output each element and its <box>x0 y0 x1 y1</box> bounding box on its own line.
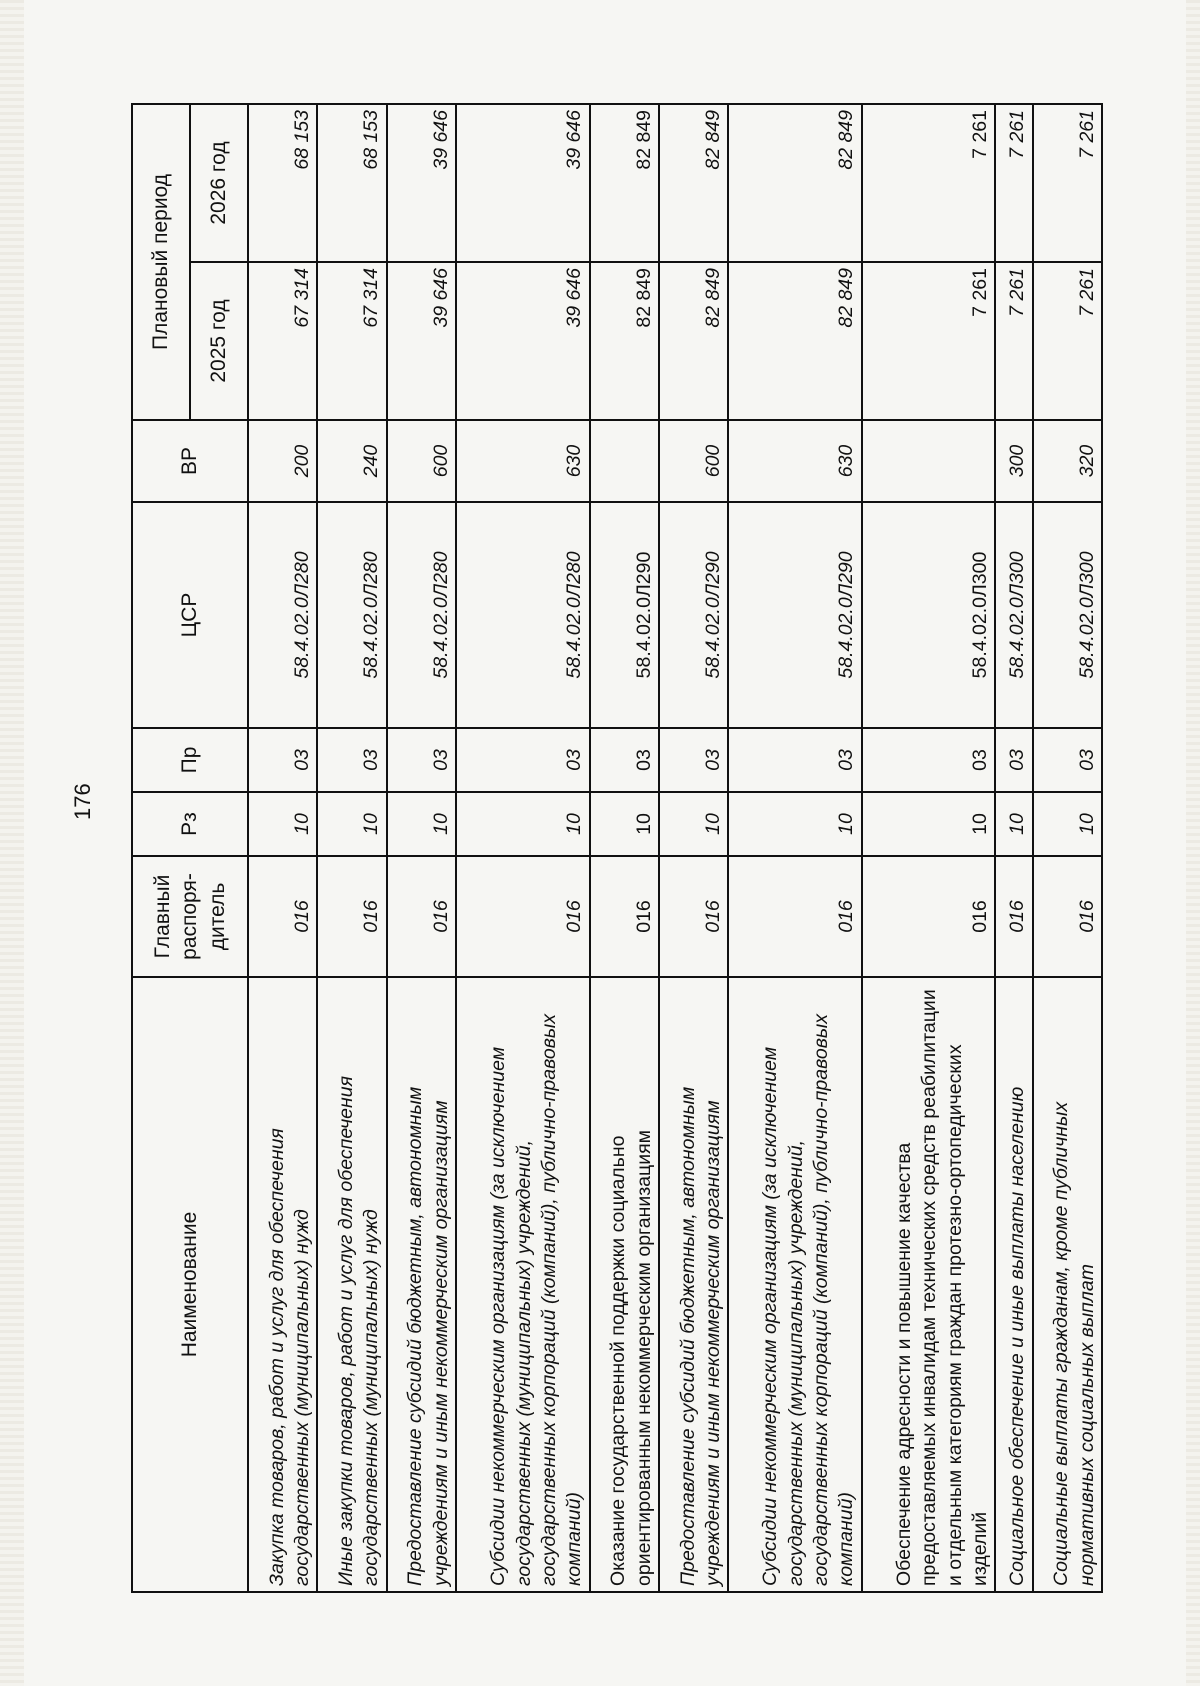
rotated-page <box>131 105 1103 1593</box>
cell-2026: 39 646 <box>387 104 456 262</box>
cell-name: Иные закупки товаров, работ и услуг для обеспечения государственных (муниципальных) нужд <box>317 977 386 1592</box>
cell-2025: 7 261 <box>1033 262 1102 420</box>
cell-vr <box>862 420 996 502</box>
cell-vr: 300 <box>995 420 1032 502</box>
header-gr: Главный распоря-дитель <box>132 856 248 977</box>
cell-2026: 82 849 <box>659 104 728 262</box>
cell-vr: 630 <box>728 420 862 502</box>
cell-2026: 7 261 <box>1033 104 1102 262</box>
cell-vr <box>590 420 659 502</box>
cell-vr: 200 <box>248 420 317 502</box>
cell-vr: 240 <box>317 420 386 502</box>
cell-rz: 10 <box>317 792 386 856</box>
cell-gr: 016 <box>248 856 317 977</box>
table-body <box>248 104 1102 1592</box>
header-2026: 2026 год <box>190 104 248 262</box>
cell-2026: 68 153 <box>248 104 317 262</box>
header-period: Плановый период <box>132 104 190 420</box>
cell-rz: 10 <box>1033 792 1102 856</box>
cell-gr: 016 <box>728 856 862 977</box>
cell-rz: 10 <box>659 792 728 856</box>
cell-csr: 58.4.02.0Л290 <box>728 502 862 728</box>
cell-name: Оказание государственной поддержки социально ориентированным некоммерческим организациям <box>590 977 659 1592</box>
cell-2025: 82 849 <box>659 262 728 420</box>
cell-vr: 600 <box>387 420 456 502</box>
page-number: 176 <box>70 783 95 820</box>
budget-table <box>131 103 1103 1593</box>
cell-gr: 016 <box>317 856 386 977</box>
table-row <box>659 104 728 1592</box>
cell-rz: 10 <box>728 792 862 856</box>
cell-2026: 82 849 <box>590 104 659 262</box>
header-rz: Рз <box>132 792 248 856</box>
table-row <box>248 104 317 1592</box>
table-row <box>456 104 590 1592</box>
cell-2025: 67 314 <box>248 262 317 420</box>
cell-gr: 016 <box>387 856 456 977</box>
cell-name: Социальные выплаты гражданам, кроме публичных нормативных социальных выплат <box>1033 977 1102 1592</box>
cell-gr: 016 <box>1033 856 1102 977</box>
cell-pr: 03 <box>317 728 386 792</box>
cell-name: Социальное обеспечение и иные выплаты населению <box>995 977 1032 1592</box>
cell-csr: 58.4.02.0Л290 <box>590 502 659 728</box>
cell-pr: 03 <box>728 728 862 792</box>
table-row <box>995 104 1032 1592</box>
cell-2026: 39 646 <box>456 104 590 262</box>
cell-csr: 58.4.02.0Л290 <box>659 502 728 728</box>
cell-pr: 03 <box>248 728 317 792</box>
cell-pr: 03 <box>456 728 590 792</box>
cell-pr: 03 <box>659 728 728 792</box>
cell-vr: 320 <box>1033 420 1102 502</box>
cell-csr: 58.4.02.0Л280 <box>387 502 456 728</box>
cell-csr: 58.4.02.0Л300 <box>862 502 996 728</box>
cell-rz: 10 <box>248 792 317 856</box>
cell-2025: 39 646 <box>456 262 590 420</box>
cell-rz: 10 <box>995 792 1032 856</box>
cell-rz: 10 <box>456 792 590 856</box>
cell-pr: 03 <box>1033 728 1102 792</box>
cell-2025: 82 849 <box>590 262 659 420</box>
header-2025: 2025 год <box>190 262 248 420</box>
cell-2026: 7 261 <box>862 104 996 262</box>
cell-name: Субсидии некоммерческим организациям (за исключением государственных (муниципальных) учреждений, государственных корпораций (компаний), публично-правовых компаний) <box>456 977 590 1592</box>
cell-rz: 10 <box>387 792 456 856</box>
cell-name: Обеспечение адресности и повышение качества предоставляемых инвалидам технических средств реабилитации и отдельным категориям граждан протезно-ортопедических изделий <box>862 977 996 1592</box>
cell-2025: 67 314 <box>317 262 386 420</box>
table-row <box>317 104 386 1592</box>
cell-csr: 58.4.02.0Л280 <box>248 502 317 728</box>
cell-2025: 82 849 <box>728 262 862 420</box>
header-vr: ВР <box>132 420 248 502</box>
table-row <box>1033 104 1102 1592</box>
cell-csr: 58.4.02.0Л280 <box>317 502 386 728</box>
cell-rz: 10 <box>590 792 659 856</box>
cell-vr: 630 <box>456 420 590 502</box>
table-header <box>132 104 248 1592</box>
scan-edge-right <box>1186 0 1200 1686</box>
cell-2025: 7 261 <box>995 262 1032 420</box>
cell-pr: 03 <box>590 728 659 792</box>
cell-name: Закупка товаров, работ и услуг для обеспечения государственных (муниципальных) нужд <box>248 977 317 1592</box>
table-row <box>728 104 862 1592</box>
table-row <box>862 104 996 1592</box>
table-row <box>387 104 456 1592</box>
cell-2026: 68 153 <box>317 104 386 262</box>
cell-name: Субсидии некоммерческим организациям (за исключением государственных (муниципальных) учреждений, государственных корпораций (компаний), публично-правовых компаний) <box>728 977 862 1592</box>
cell-2025: 7 261 <box>862 262 996 420</box>
cell-gr: 016 <box>862 856 996 977</box>
cell-2025: 39 646 <box>387 262 456 420</box>
cell-gr: 016 <box>995 856 1032 977</box>
cell-name: Предоставление субсидий бюджетным, автономным учреждениям и иным некоммерческим организациям <box>387 977 456 1592</box>
cell-gr: 016 <box>659 856 728 977</box>
header-name: Наименование <box>132 977 248 1592</box>
cell-pr: 03 <box>862 728 996 792</box>
cell-csr: 58.4.02.0Л300 <box>995 502 1032 728</box>
scan-edge-left <box>0 0 24 1686</box>
cell-gr: 016 <box>456 856 590 977</box>
cell-csr: 58.4.02.0Л300 <box>1033 502 1102 728</box>
cell-csr: 58.4.02.0Л280 <box>456 502 590 728</box>
cell-pr: 03 <box>995 728 1032 792</box>
cell-pr: 03 <box>387 728 456 792</box>
cell-2026: 82 849 <box>728 104 862 262</box>
table-row <box>590 104 659 1592</box>
header-csr: ЦСР <box>132 502 248 728</box>
cell-2026: 7 261 <box>995 104 1032 262</box>
header-pr: Пр <box>132 728 248 792</box>
cell-name: Предоставление субсидий бюджетным, автономным учреждениям и иным некоммерческим организациям <box>659 977 728 1592</box>
cell-vr: 600 <box>659 420 728 502</box>
cell-rz: 10 <box>862 792 996 856</box>
cell-gr: 016 <box>590 856 659 977</box>
